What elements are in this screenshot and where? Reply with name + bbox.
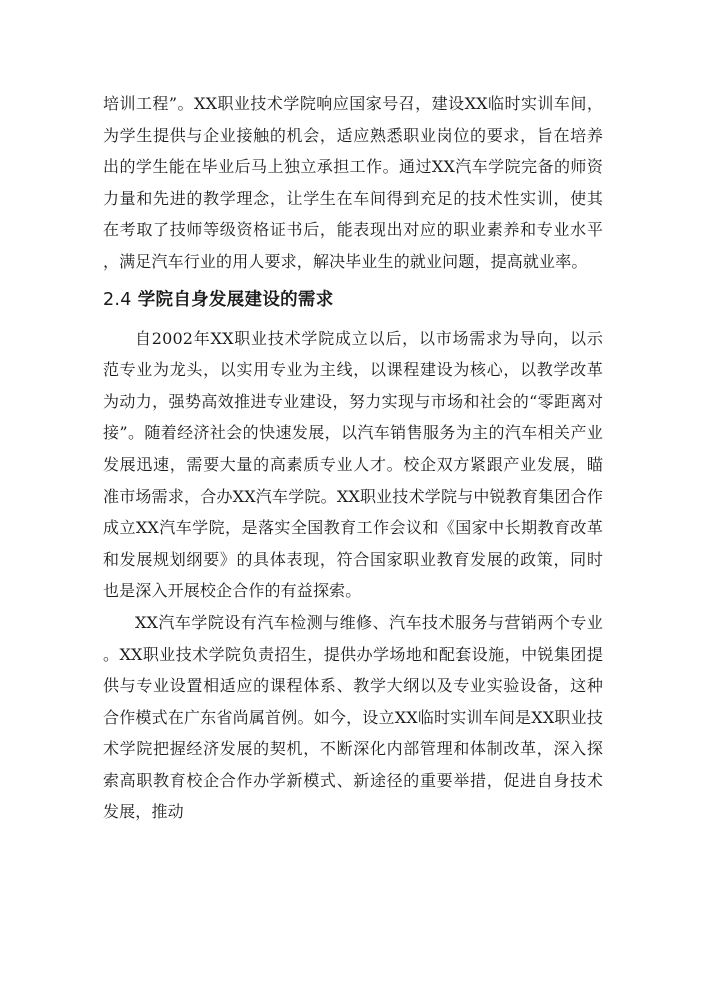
document-body: [103, 88, 603, 828]
section-heading: [103, 284, 603, 317]
section-number: 2.4: [103, 289, 132, 310]
section-title: 学院自身发展建设的需求: [137, 289, 334, 310]
paragraph-continuation: 培训工程”。XX职业技术学院响应国家号召，建设XX临时实训车间，为学生提供与企业接触的机会，适应熟悉职业岗位的要求，旨在培养出的学生能在毕业后马上独立承担工作。通过XX汽车学院完备的师资力量和先进的教学理念，让学生在车间得到充足的技术性实训，使其在考取了技师等级资格证书后，能表现出对应的职业素养和专业水平，满足汽车行业的用人要求，解决毕业生的就业问题，提高就业率。: [103, 94, 603, 271]
paragraph-history: 自2002年XX职业技术学院成立以后，以市场需求为导向，以示范专业为龙头，以实用专业为主线，以课程建设为核心，以教学改革为动力，强势高效推进专业建设，努力实现与市场和社会的“零距离对接”。随着经济社会的快速发展，以汽车销售服务为主的汽车相关产业发展迅速，需要大量的高素质专业人才。校企双方紧跟产业发展，瞄准市场需求，合办XX汽车学院。XX职业技术学院与中锐教育集团合作成立XX汽车学院，是落实全国教育工作会议和《国家中长期教育改革和发展规划纲要》的具体表现，符合国家职业教育发展的政策，同时也是深入开展校企合作的有益探索。: [103, 328, 603, 601]
paragraph-programs: XX汽车学院设有汽车检测与维修、汽车技术服务与营销两个专业。XX职业技术学院负责招生，提供办学场地和配套设施，中锐集团提供与专业设置相适应的课程体系、教学大纲以及专业实验设备，这种合作模式在广东省尚属首例。如今，设立XX临时实训车间是XX职业技术学院把握经济发展的契机，不断深化内部管理和体制改革，深入探索高职教育校企合作办学新模式、新途径的重要举措，促进自身技术发展，推动: [103, 612, 603, 822]
